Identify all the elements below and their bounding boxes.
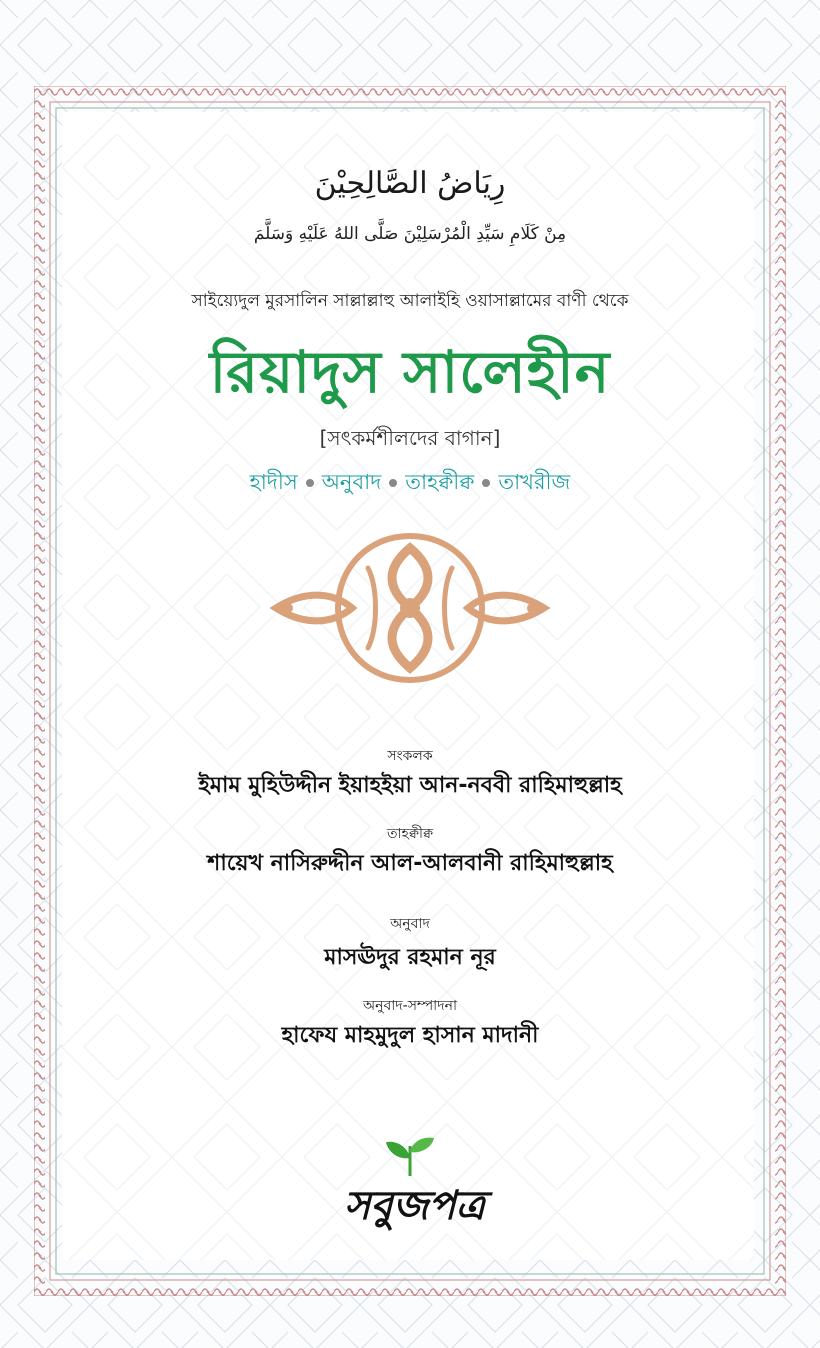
separator-dot <box>482 479 490 487</box>
publisher-name: সবুজপত্র <box>344 1183 486 1229</box>
credit-name-tahqiq: শায়েখ নাসিরুদ্দীন আল-আলবানী রাহিমাহুল্লাহ <box>207 851 613 876</box>
book-title: রিয়াদুস সালেহীন <box>209 338 611 406</box>
credit-role-editor: অনুবাদ-সম্পাদনা <box>362 998 458 1014</box>
credit-role-translator: অনুবাদ <box>390 916 430 932</box>
credit-name-editor: হাফেয মাহমুদুল হাসান মাদানী <box>281 1023 539 1048</box>
arabic-subtitle: مِنْ كَلَامِ سَيِّدِ الْمُرْسَلِيْنَ صَلَّى اللهُ عَلَيْهِ وَسَلَّمَ <box>253 224 567 244</box>
arabic-title: رِيَاضُ الصَّالِحِيْنَ <box>314 166 506 201</box>
tag-tahqiq: তাহক্বীক্ব <box>405 470 475 494</box>
tag-hadith: হাদীস <box>249 470 298 494</box>
bangla-subtitle: সাইয়্যেদুল মুরসালিন সাল্লাল্লাহু আলাইহি ওয়াসাল্লামের বাণী থেকে <box>191 291 629 311</box>
tag-takhrij: তাখরীজ <box>498 470 571 494</box>
floral-ornament <box>268 528 552 688</box>
separator-dot <box>389 479 397 487</box>
credit-role-tahqiq: তাহক্বীক্ব <box>386 826 434 842</box>
credit-name-compiler: ইমাম মুহিউদ্দীন ইয়াহইয়া আন-নববী রাহিমাহুল্লাহ <box>198 773 622 798</box>
leaf-sprout-icon <box>384 1136 436 1178</box>
credit-role-compiler: সংকলক <box>387 748 433 764</box>
tags-line <box>0 466 820 501</box>
bracket-subtitle: [সৎকর্মশীলদের বাগান] <box>319 426 501 450</box>
tag-translation: অনুবাদ <box>321 470 382 494</box>
separator-dot <box>306 479 314 487</box>
publisher-logo <box>344 1136 486 1232</box>
credit-name-translator: মাসঊদুর রহমান নূর <box>324 945 496 970</box>
